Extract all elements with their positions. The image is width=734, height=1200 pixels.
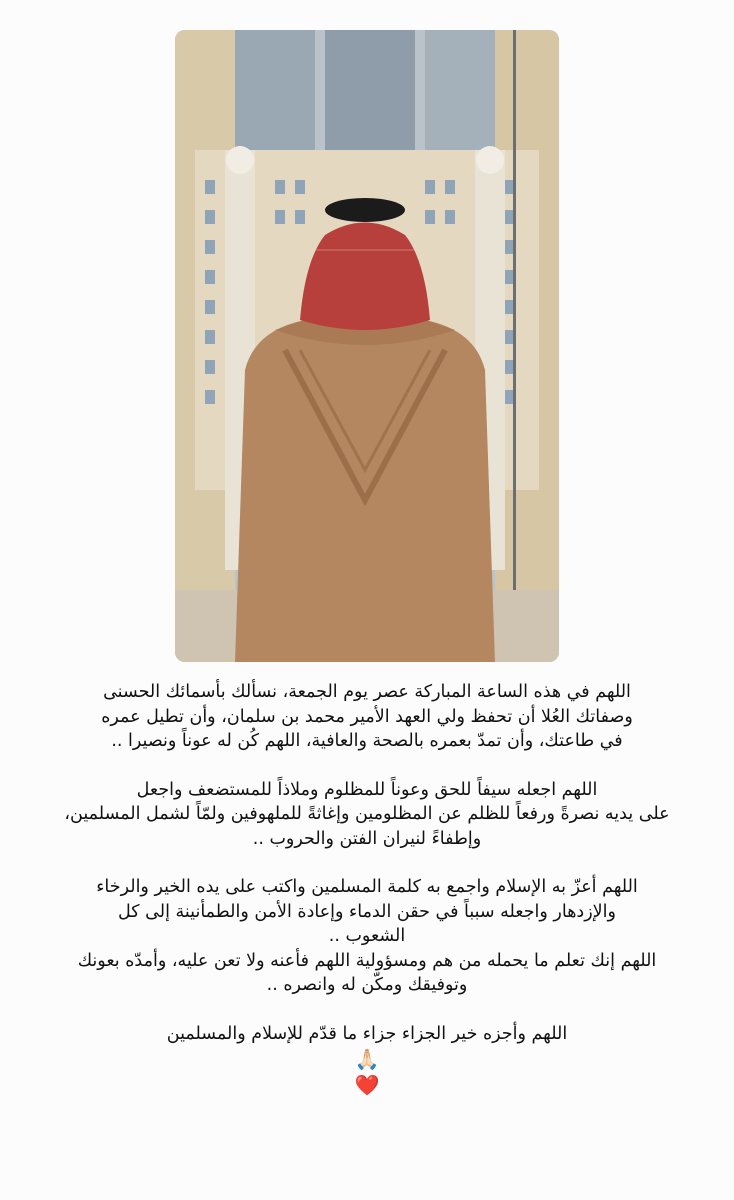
red-heart-icon: ❤️ (354, 1073, 380, 1097)
caption-closing-text: اللهم وأجزه خير الجزاء جزاء ما قدّم للإسلام والمسلمين (166, 1024, 568, 1044)
story-caption (40, 680, 694, 1100)
caption-closing-line (40, 998, 694, 1100)
caption-paragraph-1: اللهم في هذه الساعة المباركة عصر يوم الجمعة، نسألك بأسمائك الحسنى وصفاتك العُلا أن تحفظ ولي العهد الأمير محمد بن سلمان، وأن تطيل عمره في طاعتك، وأن تمدّ بعمره بالصحة والعافية، اللهم كُن له عوناً ونصيرا .. (101, 682, 633, 751)
praying-hands-icon: 🙏🏻 (354, 1046, 380, 1071)
caption-paragraph-2: اللهم اجعله سيفاً للحق وعوناً للمظلوم وملاذاً للمستضعف واجعل على يديه نصرةً ورفعاً للظلم عن المظلومين وإغاثةً للملهوفين ولمّاً لشمل المسلمين، وإطفاءً لنيران الفتن والحروب .. (64, 779, 670, 849)
caption-paragraph-3: اللهم أعزّ به الإسلام واجمع به كلمة المسلمين واكتب على يده الخير والرخاء والإزدهار واجعله سبباً في حقن الدماء وإعادة الأمن والطمأنينة إلى كل الشعوب .. اللهم إنك تعلم ما يحمله من هم ومسؤولية اللهم فأعنه ولا تعن عليه، وأمدّه بعونك وتوفيقك ومكّن له وانصره .. (77, 877, 657, 995)
photo-illustration (175, 30, 559, 662)
story-photo (175, 30, 559, 662)
